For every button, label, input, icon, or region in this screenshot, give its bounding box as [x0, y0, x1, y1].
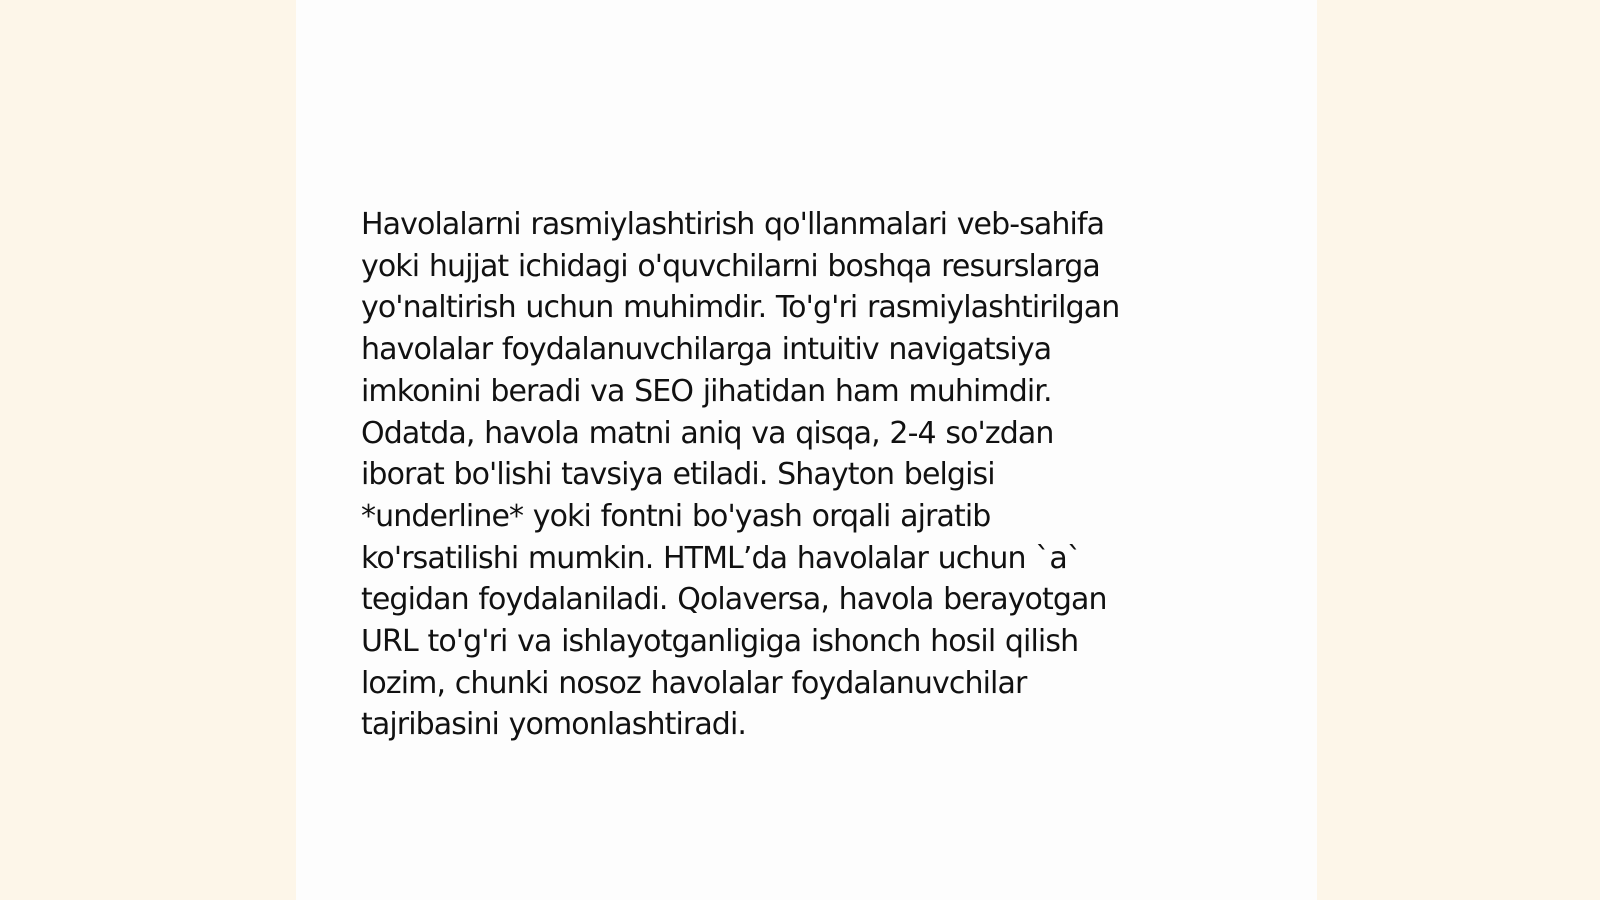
paragraph-line: Havolalarni rasmiylashtirish qo'llanmalari veb-sahifa	[361, 207, 1105, 242]
paragraph-line: imkonini beradi va SEO jihatidan ham muhimdir.	[361, 373, 1052, 409]
paragraph-line: tajribasini yomonlashtiradi.	[361, 707, 747, 743]
paragraph-line: iborat bo'lishi tavsiya etiladi. Shayton belgisi	[361, 457, 995, 493]
right-margin	[1317, 0, 1600, 900]
document-page	[296, 0, 1317, 900]
paragraph-line: havolalar foydalanuvchilarga intuitiv navigatsiya	[361, 332, 1052, 368]
paragraph-line: yo'naltirish uchun muhimdir. To'g'ri rasmiylashtirilgan	[361, 290, 1120, 326]
paragraph-line: tegidan foydalaniladi. Qolaversa, havola berayotgan	[361, 582, 1107, 618]
paragraph-line: yoki hujjat ichidagi o'quvchilarni boshqa resurslarga	[361, 248, 1100, 284]
paragraph-line: lozim, chunki nosoz havolalar foydalanuvchilar	[361, 665, 1027, 701]
body-paragraph	[361, 204, 1241, 746]
paragraph-line: Odatda, havola matni aniq va qisqa, 2-4 so'zdan	[361, 415, 1054, 451]
paragraph-line: URL to'g'ri va ishlayotganligiga ishonch hosil qilish	[361, 624, 1079, 660]
paragraph-line: *underline* yoki fontni bo'yash orqali ajratib	[361, 498, 991, 534]
left-margin	[0, 0, 296, 900]
paragraph-line: ko'rsatilishi mumkin. HTML’da havolalar uchun `a`	[361, 540, 1081, 576]
